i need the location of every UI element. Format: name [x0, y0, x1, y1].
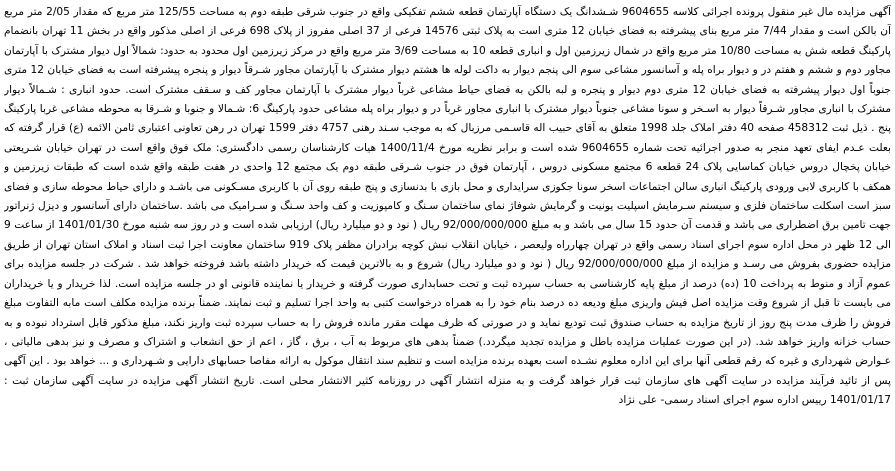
auction-notice — [4, 3, 891, 468]
notice-body-text: آگهی مزایده مال غیر منقول پرونده اجرائی کلاسه 9604655 شـشدانگ یک دستگاه آپارتمان قطعه ششم تفکیکی واقع در جنوب شرقی طبقه دوم به مساحت 125/55 متر مربع که مقدار 2/05 متر مربع آن بالکن است و مقدار 7/44 متر مربع بنای پیشرفته به فضای خیابان 12 متری است به پلاک ثبتی 14576 فرعی از 37 اصلی مفروز از پلاک 698 فرعی از اصلی مذکور واقع در بخش 11 تهران بانضمام پارکینگ قطعه شش به مساحت 10/80 متر مربع واقع در شمال زیرزمین اول و انباری قطعه 10 به مساحت 3/69 متر مربع واقع در مرکز زیرزمین اول محدود به حدود: شمالاً اول دیوار مشترک با آپارتمان مجاور دوم و ششم و هفتم در و دیوار براه پله و آسانسور مشاعی سوم الی پنجم دیوار به داکت لوله ها هشتم دیوار مشترک با آپارتمان مجاور شـرقاً دیوار و پنجره پیشرفته است به فضای خیابان 12 متری جنوباً اول دیوار پیشرفته به فضای خیابان 12 متری دوم دیوار و پنجره و لبه بالکن به فضای حیاط مشاعی غرباً دیوار مشترک با آپارتمان مجاور کف و سـقف مشترک است. حدود انباری : شـمالاً دیوار مشترک با انباری مجاور شـرقاً دیوار به اسـخر و سونا مشاعی جنوباً دیوار مشترک با انباری مجاور غرباً در و دیوار براه پله مشاعی حدود پارکینگ 6: شـمالا و جنوبا و شـرقا به محوطه مشاعی غربا پارکینگ پنج . ذیل ثبت 458312 صفحه 40 دفتر املاک جلد 1998 متعلق به آقای حبیب اله قاسـمی مرزبال که به موجب سـند رهنی 4757 دفتر 1599 تهران در رهن تعاونی اعتباری ثامن الائمه (ع) قرار گرفته که بعلت عـدم ایفای تعهد منجر به صدور اجرائیه تحت شماره 9604655 شده است و برابر نظریه مورخ 1400/11/4 هیات کارشناسان رسمی دادگستری: ملک فوق واقع است در تهران خیابان شـریعتی خیابان پخچال دروس خیابان کماسایی پلاک 24 قطعه 6 مجتمع مسکونی دروس ، آپارتمان فوق در جنوب شـرقی طبقه دوم یک مجتمع 12 واحدی در هفت طبقه واقع شده است که طبقات زیرزمین و همکف با کاربری لابی ورودی پارکینگ انباری سالن اجتماعات اسخر سونا جکوزی سرایداری و محل بازی با بدنسازی و پنج طبقه روی آن با کاربری مسـکونی می باشـد و دارای حیاط محوطه سازی و فضای سبز است اسکلت ساختمان فلزی و سیستم سـرمایش اسپلیت یونیت و گرمایش شوفاژ نمای ساختمان سـنگ و کامپوزیت و کف واحد سـنگ و سـرامیک می باشد .ساختمان دارای آسانسور و دیزل ژنراتور جهت تامین برق اضطراری می باشد و قدمت آن حدود 15 سال می باشد و به مبلغ 92/000/000/000 ریال ( نود و دو میلیارد ریال) ارزیابی شده است و در روز سه شنبه مورخ 1401/01/30 از ساعت 9 الی 12 ظهر در محل اداره سوم اجرای اسناد رسمی واقع در تهران چهارراه ولیعصر ، خیابان انقلاب نبش کوچه برادران مظفر پلاک 919 ساختمان معاونت اجرا ثبت اسناد و املاک استان تهران از طریق مزایده حضوری بفروش می رسـد و مزایده از مبلغ 92/000/000/000 ریال ( نود و دو میلیارد ریال) شروع و به بالاترین قیمت که خریدار داشته باشد فروخته خواهد شد . شرکت در جلسه مزایده برای عموم آزاد و منوط به پرداخت 10 (ده) درصد از مبلغ پایه کارشناسی به حساب سپرده ثبت و تحت حسابداری صورت گرفته و خریدار یا نماینده قانونی او در جلسه مزایده است. لذا خریدار و یا خریداران می بایست تا قبل از شروع وقت مزایده اصل فیش واریزی مبلغ ودیعه ده درصد بنام خود را به همراه درخواست کتبی به واحد اجرا تسلیم و ثبت نمایند. ضمناً برنده مزایده مکلف است مابه التفاوت مبلغ فروش را ظرف مدت پنج روز از تاریخ مزایده به حساب صندوق ثبت تودیع نماید و در صورتی که ظرف مهلت مقرر مانده فروش را به حساب سپرده ثبت واریز نکند، مبلغ مذکور قابل استرداد نبوده و به حساب خزانه واریز خواهد شد. (در این صورت عملیات مزایده باطل و مزایده تجدید میگردد.) ضمناً بدهی های مربوط به آب ، برق ، گاز ، اعم از حق انشعاب و اشتراک و مصرف و نیز بدهی مالیاتی ، عـوارض شهرداری و غیره که رقم قطعی آنها برای این اداره معلوم نشـده است بعهده برنده مزایده است و تنظیم سند انتقال موکول به ارائه مفاصا حسابهای دارایی و شـهرداری و ... خواهد بود . این آگهی پس از تائید فرآیند مزایده در سایت آگهی های سازمان ثبت قرار خواهد گرفت و به منزله انتشار آگهی در روزنامه کثیر الانتشار محلی است. تاریخ انتشار آگهی مزایده در سایت آگهی سازمان ثبت : 1401/01/17 رییس اداره سوم اجرای اسناد رسمی- علی نژاد — [4, 6, 891, 407]
